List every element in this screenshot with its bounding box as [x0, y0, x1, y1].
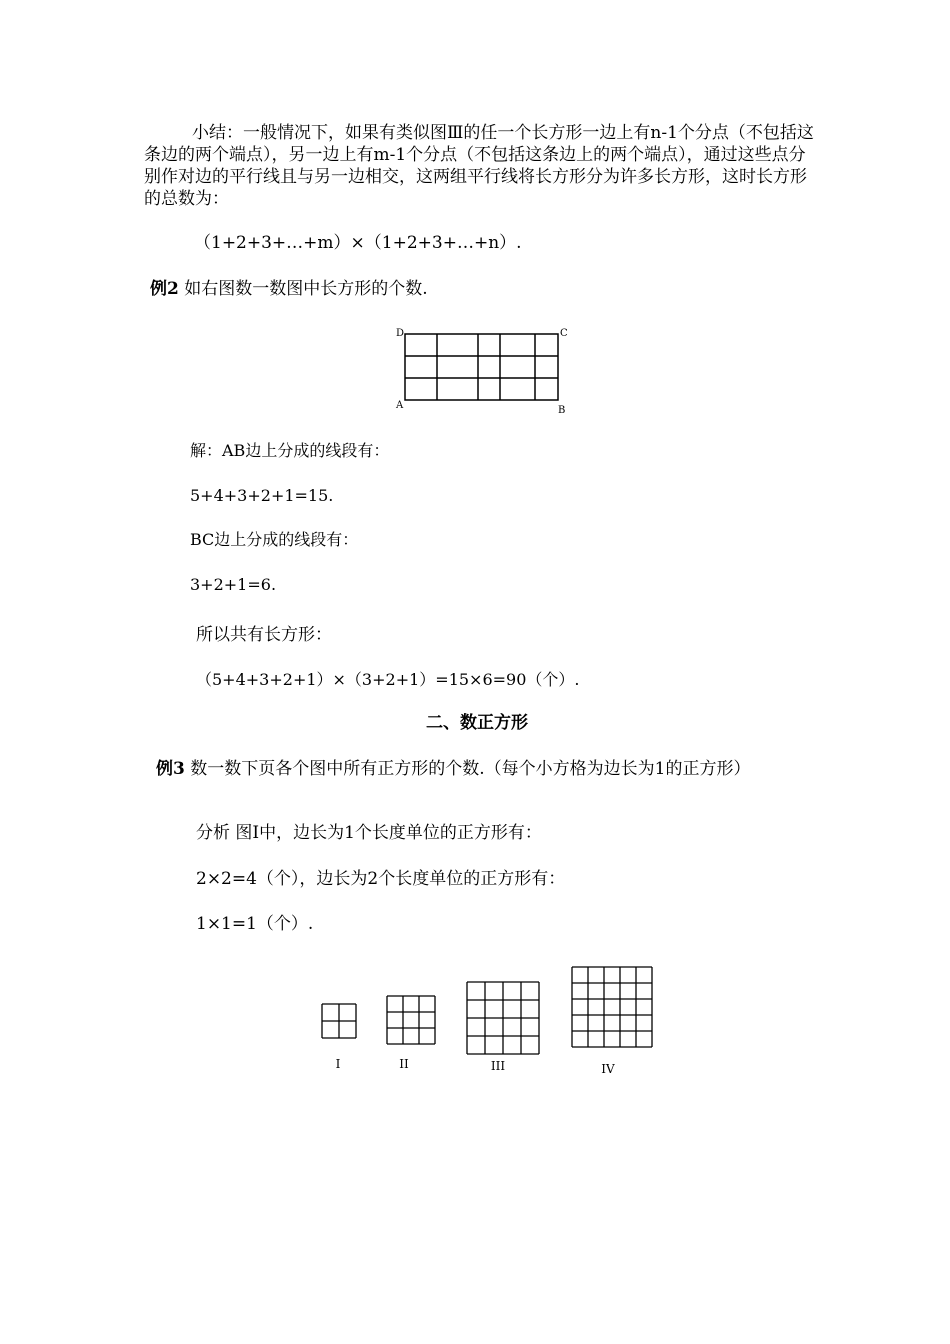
label-a: A [396, 400, 404, 411]
label-c: C [560, 328, 568, 339]
analysis-line-3: 1×1=1（个）. [196, 914, 314, 934]
example2-question: 如右图数一数图中长方形的个数. [184, 279, 428, 299]
label-d: D [396, 328, 405, 339]
solution-line-4: 3+2+1=6. [190, 575, 277, 594]
solution-line-6: （5+4+3+2+1）×（3+2+1）=15×6=90（个）. [196, 670, 580, 689]
example3-paragraph [156, 758, 806, 780]
example2-title [150, 278, 428, 300]
analysis-line-2: 2×2=4（个），边长为2个长度单位的正方形有： [196, 869, 566, 889]
example2-label: 例2 [150, 279, 179, 299]
example3-question: 数一数下页各个图中所有正方形的个数.（每个小方格为边长为1的正方形） [190, 759, 751, 779]
grid-label-3: III [490, 1059, 506, 1073]
grid-figure-2 [387, 996, 435, 1044]
square-grids-figure [310, 960, 670, 1080]
grid-label-4: IV [601, 1062, 615, 1076]
summary-paragraph: 小结：一般情况下，如果有类似图Ⅲ的任一个长方形一边上有n-1个分点（不包括这条边的两个端点），另一边上有m-1个分点（不包括这条边上的两个端点），通过这些点分别作对边的平行线且与另一边相交，这两组平行线将长方形分为许多长方形，这时长方形的总数为： [144, 123, 814, 209]
grid-figure-3 [467, 982, 539, 1054]
grid-label-2: II [399, 1057, 409, 1071]
grid-figure-4 [572, 967, 652, 1047]
solution-line-3: BC边上分成的线段有： [190, 530, 359, 549]
analysis-line-1: 分析 图Ⅰ中，边长为1个长度单位的正方形有： [196, 823, 542, 843]
grid-label-1: I [335, 1057, 341, 1071]
example2-rectangle-figure [390, 322, 580, 418]
label-b: B [558, 405, 566, 416]
solution-line-5: 所以共有长方形： [196, 625, 332, 645]
solution-line-1: 解：AB边上分成的线段有： [190, 441, 390, 460]
summary-formula: （1+2+3+…+m）×（1+2+3+…+n）. [194, 233, 522, 253]
solution-line-2: 5+4+3+2+1=15. [190, 486, 334, 505]
example3-label: 例3 [156, 759, 185, 779]
grid-figure-1 [322, 1004, 356, 1038]
section-heading: 二、数正方形 [426, 713, 528, 733]
